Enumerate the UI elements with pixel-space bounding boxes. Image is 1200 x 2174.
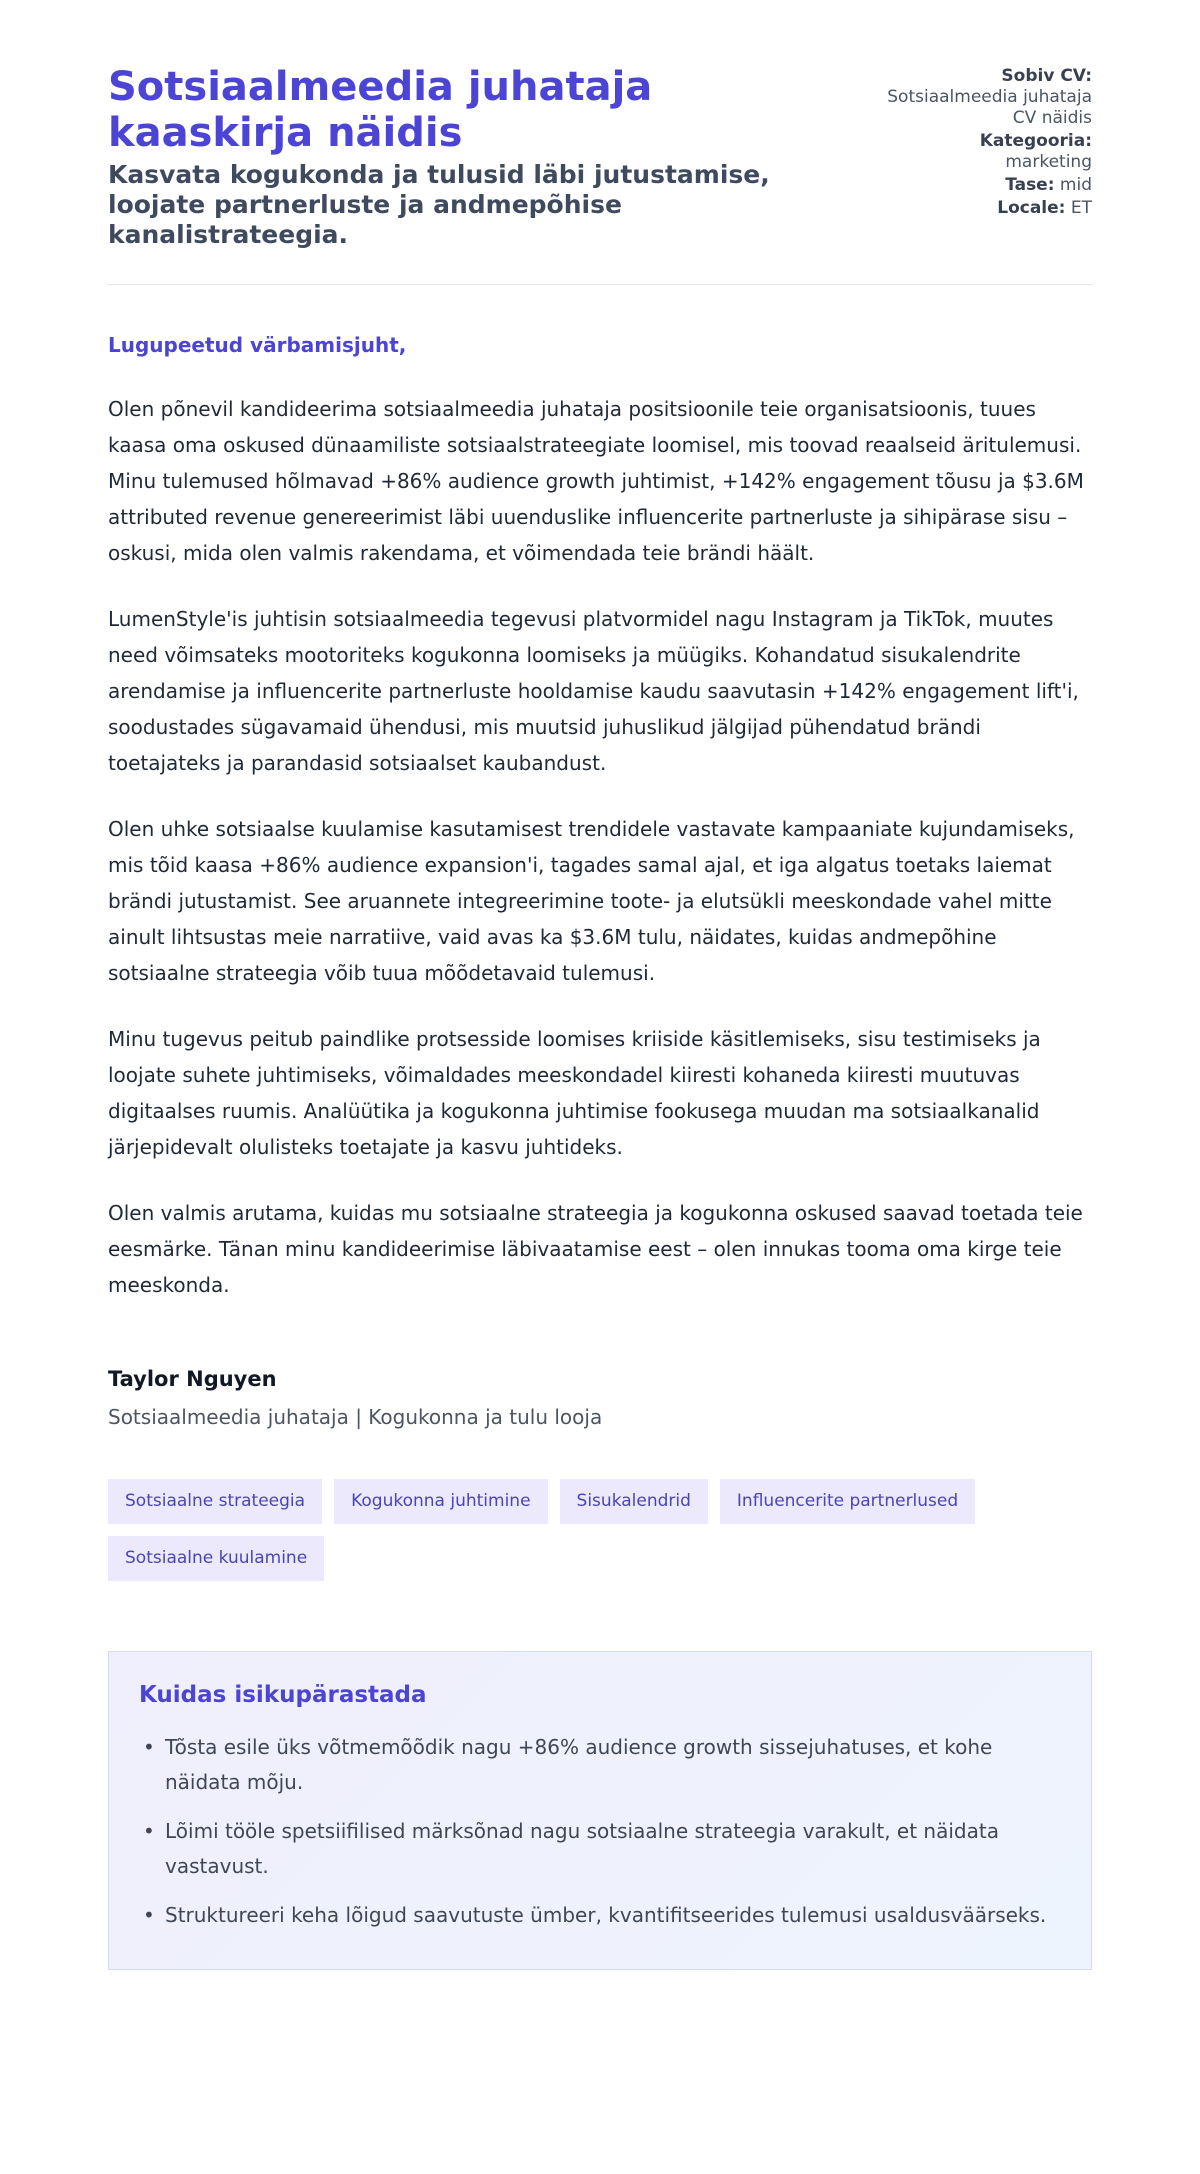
bullet-icon: • [143, 1819, 155, 1843]
meta-fit-cv-label: Sobiv CV: [1001, 66, 1092, 86]
tip-item [143, 1898, 1061, 1933]
tip-text: Lõimi tööle spetsiifilised märksõnad nagu sotsiaalne strateegia varakult, et näidata vastavust. [165, 1819, 999, 1878]
meta-level-label: Tase: [1005, 175, 1055, 195]
letter-paragraph: Olen valmis arutama, kuidas mu sotsiaalne strateegia ja kogukonna oskused saavad toetada teie eesmärke. Tänan minu kandideerimise läbivaatamise eest – olen innukas tooma oma kirge teie meeskonda. [108, 1201, 1083, 1297]
signature-name: Taylor Nguyen [108, 1367, 277, 1391]
letter-paragraph: Olen uhke sotsiaalse kuulamise kasutamisest trendidele vastavate kampaaniate kujundamiseks, mis tõid kaasa +86% audience expansion'i, tagades samal ajal, et iga algatus toetaks laiemat brändi jutustamist. See aruannete integreerimine toote- ja elutsükli meeskondade vahel mitte ainult lihtsustas meie narratiive, vaid avas ka $3.6M tulu, näidates, kuidas andmepõhine sotsiaalne strateegia võib tuua mõõdetavaid tulemusi. [108, 817, 1075, 985]
header-titles [108, 64, 808, 250]
skill-tag[interactable]: Sisukalendrid [560, 1479, 708, 1524]
bullet-icon: • [143, 1735, 155, 1759]
letter-paragraph: Olen põnevil kandideerima sotsiaalmeedia juhataja positsioonile teie organisatsioonis, tuues kaasa oma oskused dünaamiliste sotsiaalstrateegiate loomisel, mis toovad reaalseid äritulemusi. Minu tulemused hõlmavad +86% audience growth juhtimist, +142% engagement tõusu ja $3.6M attributed revenue genereerimist läbi uuenduslike influencerite partnerluste ja sihipärase sisu – oskusi, mida olen valmis rakendama, et võimendada teie brändi häält. [108, 397, 1084, 565]
meta-level-value: mid [1059, 175, 1092, 195]
page-title: Sotsiaalmeedia juhataja kaaskirja näidis [108, 64, 653, 156]
personalization-tips-box [108, 1651, 1092, 1970]
letter-greeting: Lugupeetud värbamisjuht, [108, 333, 407, 357]
page-subtitle: Kasvata kogukonda ja tulusid läbi jutustamise, loojate partnerluste ja andmepõhise kanalistrateegia. [108, 160, 770, 249]
skill-tag[interactable]: Sotsiaalne strateegia [108, 1479, 322, 1524]
meta-locale [872, 198, 1092, 219]
skill-tag[interactable]: Kogukonna juhtimine [334, 1479, 547, 1524]
meta-locale-label: Locale: [997, 198, 1066, 218]
bullet-icon: • [143, 1903, 155, 1927]
meta-category-label: Kategooria: [979, 131, 1092, 151]
signature [108, 1367, 1092, 1429]
meta-locale-value: ET [1070, 198, 1092, 218]
meta-category [872, 131, 1092, 173]
meta-category-value: marketing [1005, 152, 1092, 172]
tip-text: Tõsta esile üks võtmemõõdik nagu +86% audience growth sissejuhatuses, et kohe näidata mõju. [165, 1735, 993, 1794]
signature-title: Sotsiaalmeedia juhataja | Kogukonna ja tulu looja [108, 1405, 603, 1429]
letter-paragraph: LumenStyle'is juhtisin sotsiaalmeedia tegevusi platvormidel nagu Instagram ja TikTok, muutes need võimsateks mootoriteks kogukonna loomiseks ja müügiks. Kohandatud sisukalendrite arendamise ja influencerite partnerluste hooldamise kaudu saavutasin +142% engagement lift'i, soodustades sügavamaid ühendusi, mis muutsid juhuslikud jälgijad pühendatud brändi toetajateks ja parandasid sotsiaalset kaubandust. [108, 607, 1079, 775]
letter-paragraph: Minu tugevus peitub paindlike protsesside loomises kriiside käsitlemiseks, sisu testimiseks ja loojate suhete juhtimiseks, võimaldades meeskondadel kiiresti kohaneda kiiresti muutuvas digitaalses ruumis. Analüütika ja kogukonna juhtimise fookusega muudan ma sotsiaalkanalid järjepidevalt olulisteks toetajate ja kasvu juhtideks. [108, 1027, 1041, 1159]
meta-level [872, 175, 1092, 196]
skill-tag[interactable]: Sotsiaalne kuulamine [108, 1536, 324, 1581]
tip-item [143, 1814, 1061, 1884]
page-header [108, 64, 1092, 285]
meta-fit-cv-value[interactable]: Sotsiaalmeedia juhataja CV näidis [887, 87, 1092, 128]
meta-fit-cv [872, 66, 1092, 129]
meta-info [872, 66, 1092, 221]
skill-tag[interactable]: Influencerite partnerlused [720, 1479, 975, 1524]
tip-item [143, 1730, 1061, 1800]
letter-body [108, 333, 1092, 1303]
tip-text: Struktureeri keha lõigud saavutuste ümber, kvantifitseerides tulemusi usaldusväärseks. [165, 1903, 1047, 1927]
skill-tags [108, 1479, 1008, 1581]
tips-title: Kuidas isikupärastada [139, 1682, 427, 1708]
tips-list [139, 1730, 1061, 1933]
